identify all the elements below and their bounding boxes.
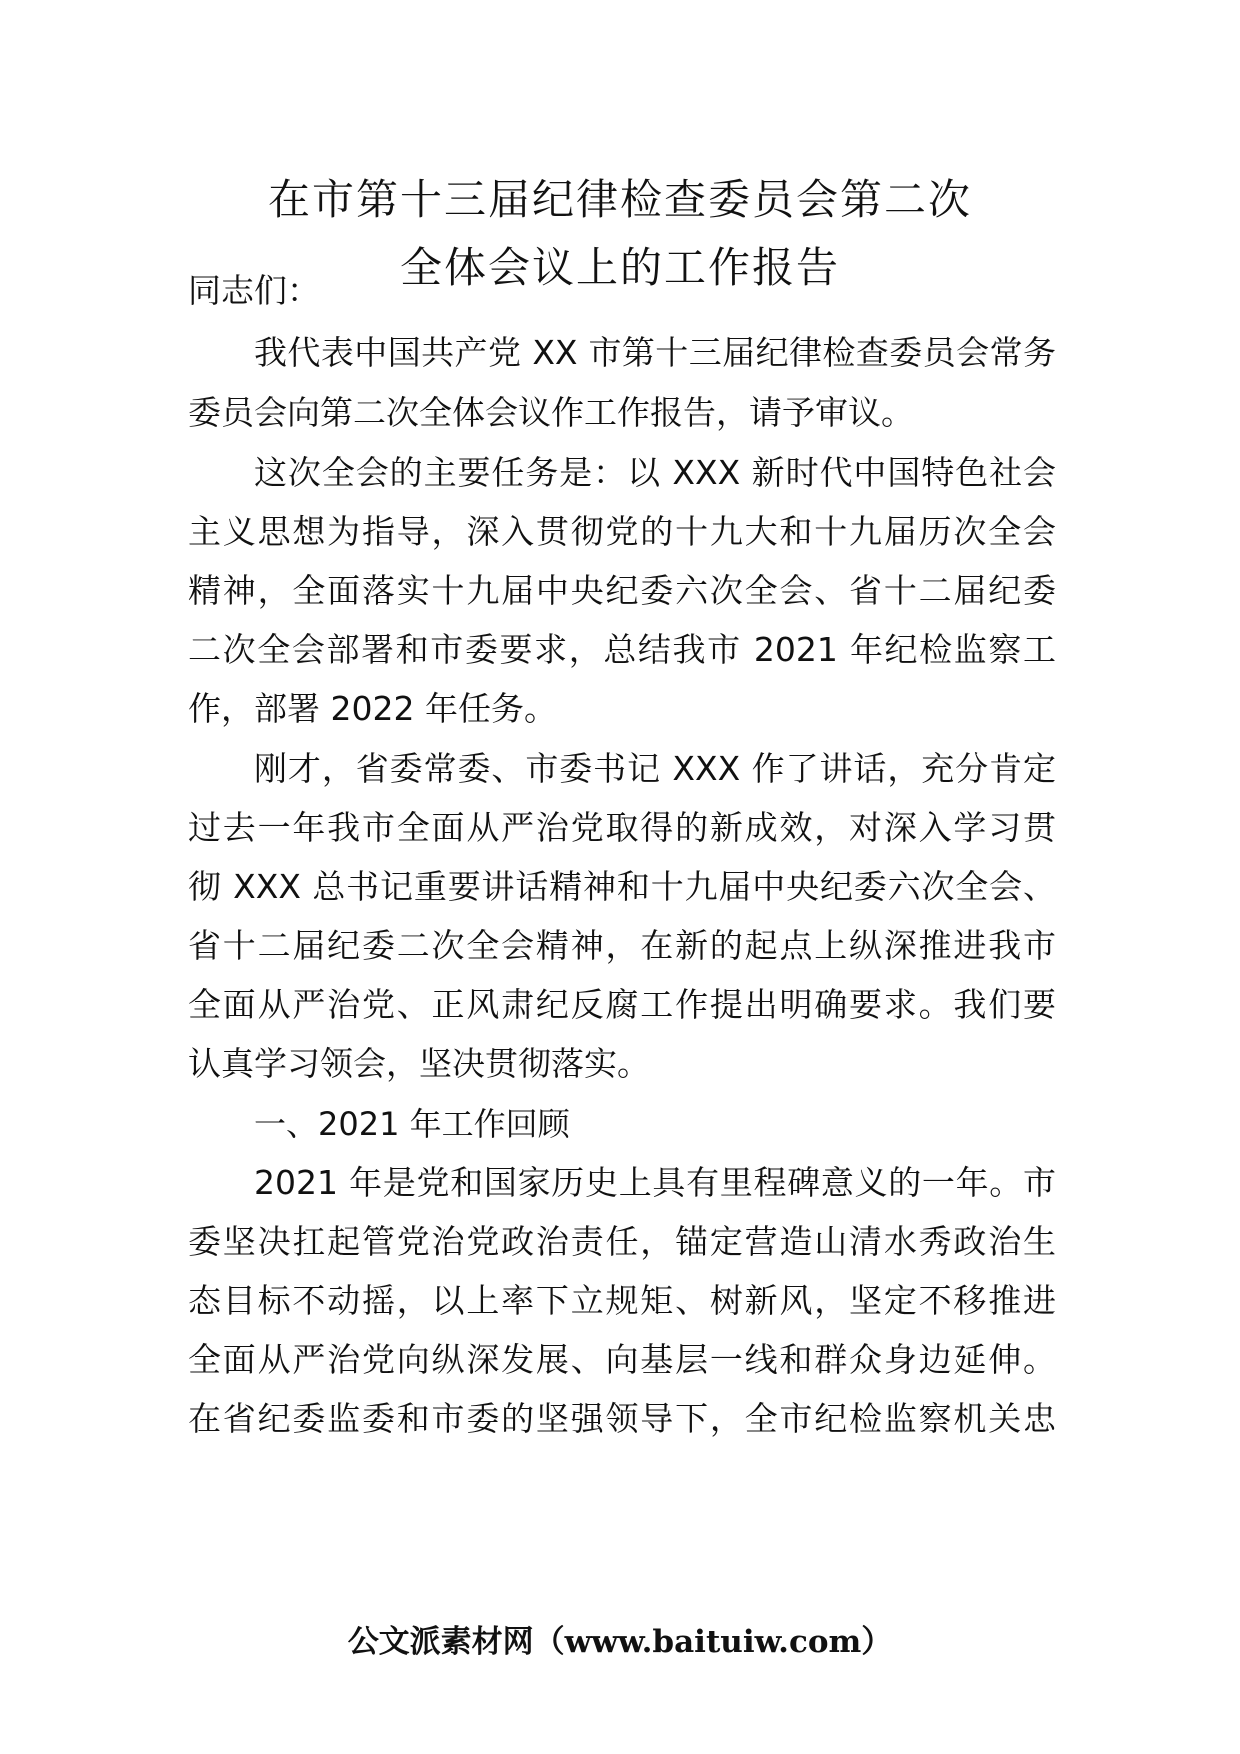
paragraph-1-line-1: 我代表中国共产党 XX 市第十三届纪律检查委员会常务 xyxy=(254,333,1056,372)
salutation: 同志们： xyxy=(188,271,320,310)
section-heading: 一、2021 年工作回顾 xyxy=(254,1105,570,1143)
paragraph-4-line-1: 2021 年是党和国家历史上具有里程碑意义的一年。市 xyxy=(254,1163,1056,1202)
paragraph-3-line-6: 认真学习领会，坚决贯彻落实。 xyxy=(188,1044,650,1083)
footer-watermark: 公文派素材网（www.baituiw.com） xyxy=(347,1624,893,1660)
paragraph-3-line-5: 全面从严治党、正风肃纪反腐工作提出明确要求。我们要 xyxy=(188,985,1056,1024)
paragraph-3-line-1: 刚才，省委常委、市委书记 XXX 作了讲话，充分肯定 xyxy=(254,749,1056,788)
paragraph-3-line-3: 彻 XXX 总书记重要讲话精神和十九届中央纪委六次全会、 xyxy=(188,867,1056,906)
paragraph-2-line-4: 二次全会部署和市委要求，总结我市 2021 年纪检监察工 xyxy=(188,630,1056,669)
paragraph-2-line-5: 作，部署 2022 年任务。 xyxy=(188,689,557,728)
paragraph-4-line-5: 在省纪委监委和市委的坚强领导下，全市纪检监察机关忠 xyxy=(188,1399,1056,1438)
paragraph-3-line-4: 省十二届纪委二次全会精神，在新的起点上纵深推进我市 xyxy=(188,926,1056,965)
paragraph-2-line-1: 这次全会的主要任务是：以 XXX 新时代中国特色社会 xyxy=(254,453,1056,492)
paragraph-4-line-4: 全面从严治党向纵深发展、向基层一线和群众身边延伸。 xyxy=(188,1340,1056,1379)
document-title-line-1: 在市第十三届纪律检查委员会第二次 xyxy=(267,175,972,224)
paragraph-4-line-2: 委坚决扛起管党治党政治责任，锚定营造山清水秀政治生 xyxy=(188,1222,1056,1261)
paragraph-1-line-2: 委员会向第二次全体会议作工作报告，请予审议。 xyxy=(188,393,914,432)
document-title-line-2: 全体会议上的工作报告 xyxy=(399,243,840,292)
paragraph-4-line-3: 态目标不动摇，以上率下立规矩、树新风，坚定不移推进 xyxy=(188,1281,1056,1320)
paragraph-3-line-2: 过去一年我市全面从严治党取得的新成效，对深入学习贯 xyxy=(188,808,1056,847)
paragraph-2-line-2: 主义思想为指导，深入贯彻党的十九大和十九届历次全会 xyxy=(188,512,1056,551)
paragraph-2-line-3: 精神，全面落实十九届中央纪委六次全会、省十二届纪委 xyxy=(188,571,1056,610)
